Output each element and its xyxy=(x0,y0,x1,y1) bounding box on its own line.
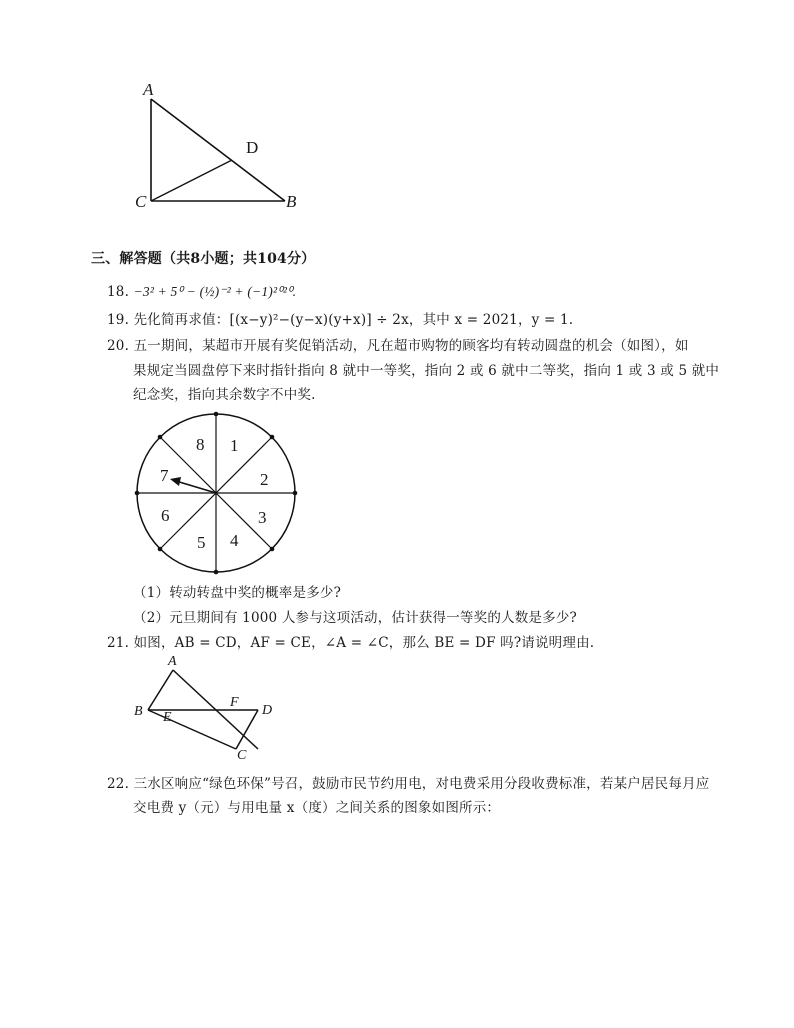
question-number: 20. xyxy=(107,338,130,354)
wheel-number-3: 3 xyxy=(258,508,267,527)
question-number: 19. xyxy=(107,312,130,328)
question-20-sub-2: （2）元旦期间有 1000 人参与这项活动，估计获得一等奖的人数是多少? xyxy=(133,610,577,626)
question-text: 先化简再求值：[(x−y)²−(y−x)(y+x)] ÷ 2x，其中 x = 2021，y = 1. xyxy=(133,312,574,328)
section-title: 三、解答题（共8小题；共104分） xyxy=(91,251,316,267)
question-22-line-2: 交电费 y（元）与用电量 x（度）之间关系的图象如图所示： xyxy=(133,800,501,816)
question-number: 18. xyxy=(107,284,130,300)
question-20-line-3: 纪念奖，指向其余数字不中奖. xyxy=(133,387,316,403)
wheel-number-4: 4 xyxy=(230,531,239,550)
question-20-sub-1: （1）转动转盘中奖的概率是多少? xyxy=(133,585,342,601)
point-label-d: D xyxy=(262,703,273,718)
wheel-number-5: 5 xyxy=(197,533,206,552)
question-number: 22. xyxy=(107,776,130,792)
point-label-e: E xyxy=(163,710,172,725)
question-text-line: 五一期间，某超市开展有奖促销活动，凡在超市购物的顾客均有转动圆盘的机会（如图），如 xyxy=(133,338,689,354)
point-label-c: C xyxy=(237,748,247,763)
point-label-a: A xyxy=(168,654,177,669)
vertex-label-a: A xyxy=(143,80,154,99)
point-label-f: F xyxy=(230,695,239,710)
question-expression: −3² + 5⁰ − (½)⁻² + (−1)²⁰²⁰. xyxy=(133,284,297,299)
wheel-number-1: 1 xyxy=(230,436,239,455)
question-text-line: 三水区响应“绿色环保”号召，鼓励市民节约用电，对电费采用分段收费标准，若某户居民每月应 xyxy=(133,776,710,792)
wheel-number-2: 2 xyxy=(260,470,269,489)
vertex-label-b: B xyxy=(286,192,297,211)
question-22-line-1 xyxy=(107,778,709,792)
question-20-line-2: 果规定当圆盘停下来时指针指向 8 就中一等奖，指向 2 或 6 就中二等奖，指向 1 或 3 或 5 就中 xyxy=(133,363,720,379)
question-text: 如图，AB = CD，AF = CE，∠A = ∠C，那么 BE = DF 吗?请说明理由. xyxy=(133,635,595,651)
wheel-number-7: 7 xyxy=(160,466,169,485)
vertex-label-d: D xyxy=(246,138,259,157)
wheel-number-8: 8 xyxy=(196,435,205,454)
question-number: 21. xyxy=(107,635,130,651)
vertex-label-c: C xyxy=(135,192,147,211)
point-label-b: B xyxy=(134,704,143,719)
wheel-number-6: 6 xyxy=(161,506,170,525)
